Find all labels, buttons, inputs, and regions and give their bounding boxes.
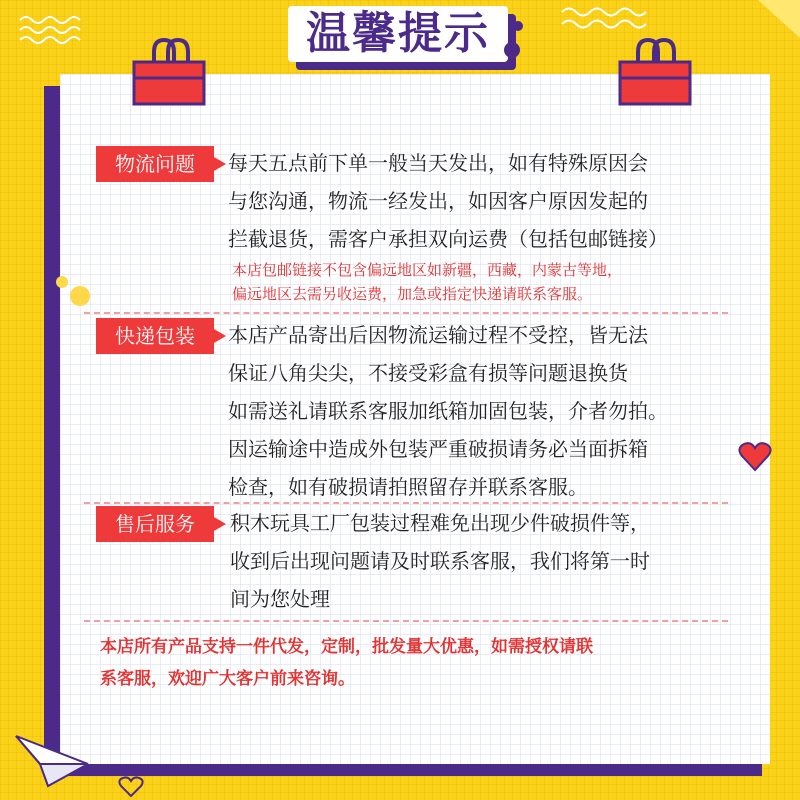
shopping-bag-icon (616, 38, 696, 108)
dot-icon (498, 16, 528, 60)
section-label-logistics: 物流问题 (96, 146, 214, 182)
wave-pattern-icon (18, 14, 88, 48)
footer-text-line: 系客服，欢迎广大客户前来咨询。 (100, 669, 355, 689)
heart-icon (738, 440, 772, 474)
section-text-line: 保证八角尖尖，不接受彩盒有损等问题退换货 (228, 361, 628, 385)
section-text-line: 检查，如有破损请拍照留存并联系客服。 (228, 475, 588, 499)
section-text-line: 每天五点前下单一般当天发出，如有特殊原因会 (228, 151, 648, 175)
section-note-line: 本店包邮链接不包含偏远地区如新疆，西藏，内蒙古等地， (232, 261, 623, 279)
section-text-line: 拦截退货，需客户承担双向运费（包括包邮链接） (228, 227, 668, 251)
section-text-line: 与您沟通，物流一经发出，如因客户原因发起的 (228, 189, 648, 213)
section-text-line: 本店产品寄出后因物流运输过程不受控，皆无法 (228, 323, 648, 347)
page-title: 温馨提示 (306, 8, 490, 59)
footer-text-line: 本店所有产品支持一件代发，定制，批发量大优惠，如需授权请联 (100, 637, 593, 657)
section-divider (84, 312, 728, 314)
paper-plane-icon (12, 730, 92, 790)
section-label-aftersales: 售后服务 (96, 506, 214, 542)
section-label-packaging: 快递包装 (96, 318, 214, 354)
wave-pattern-icon (560, 4, 660, 30)
section-divider (84, 620, 728, 622)
triangle-icon (752, 0, 800, 40)
section-text-line: 如需送礼请联系客服加纸箱加固包装，介者勿拍。 (228, 399, 668, 423)
section-text-line: 收到后出现问题请及时联系客服，我们将第一时 (230, 549, 650, 573)
section-text-line: 因运输途中造成外包装严重破损请务必当面拆箱 (228, 437, 648, 461)
section-note-line: 偏远地区去需另收运费，加急或指定快递请联系客服。 (232, 285, 593, 303)
dot-icon (48, 270, 96, 310)
shopping-bag-icon (128, 38, 208, 108)
section-text-line: 间为您处理 (230, 587, 330, 611)
heart-icon (118, 776, 144, 798)
section-text-line: 积木玩具工厂包装过程难免出现少件破损件等， (230, 511, 650, 535)
